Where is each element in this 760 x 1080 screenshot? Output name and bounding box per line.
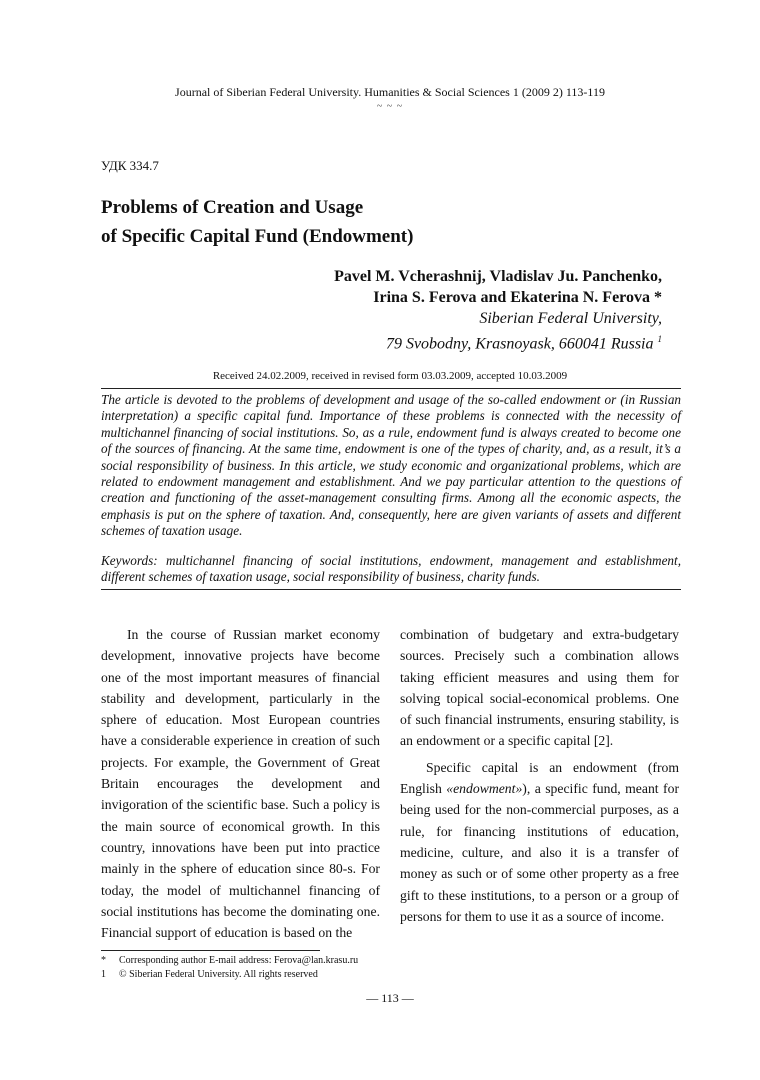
paragraph xyxy=(400,757,679,927)
authors-line-2: Irina S. Ferova and Ekaterina N. Ferova * xyxy=(373,289,662,306)
page-number: — 113 — xyxy=(366,991,414,1005)
body-column-left xyxy=(101,624,380,943)
address-text: 79 Svobodny, Krasnoyask, 660041 Russia xyxy=(385,335,654,353)
udk-code: УДК 334.7 xyxy=(101,158,159,173)
paragraph-text: ), a specific fund, meant for being used for the non-commercial purposes, as a rule, for financing institutions of education, medicine, culture, and also it is a transfer of money as such or of some other property as a free gift to these institutions, to a person or a group of persons for them to use it as a source of income. xyxy=(400,781,680,924)
footnote-mark: 1 xyxy=(101,969,106,980)
footnote-mark: * xyxy=(101,955,106,966)
footnote-text: © Siberian Federal University. All rights reserved xyxy=(119,969,318,980)
abstract-top-rule xyxy=(101,388,681,389)
title-line-2: of Specific Capital Fund (Endowment) xyxy=(101,226,414,247)
journal-header: Journal of Siberian Federal University. Humanities & Social Sciences 1 (2009 2) 113-119 xyxy=(175,85,605,99)
header-ornament: ~ ~ ~ xyxy=(376,101,404,112)
received-dates: Received 24.02.2009, received in revised form 03.03.2009, accepted 10.03.2009 xyxy=(212,370,568,382)
article-title xyxy=(101,193,413,251)
paragraph: combination of budgetary and extra-budgetary sources. Precisely such a combination allows taking efficient measures and using them for solving topical social-economical problems. One of such financial instruments, ensuring stability, is an endowment or a specific capital [2]. xyxy=(400,627,679,749)
authors-line-1: Pavel M. Vcherashnij, Vladislav Ju. Panchenko, xyxy=(334,268,662,285)
paragraph: In the course of Russian market economy development, innovative projects have become one of the most important measures of financial stability and development, particularly in the sphere of education. Most European countries have a considerable experience in creation of such projects. For example, the Government of Great Britain encourages the development and invigoration of the scientific base. Such a policy is the main source of economical growth. In this country, innovations have been put into practice mainly in the sphere of education since 80-s. For today, the model of multichannel financing of social institutions has become the dominating one. Financial support of education is based on the xyxy=(101,627,380,941)
abstract: The article is devoted to the problems of development and usage of the so-called endowment or (in Russian interpretation) a specific capital fund. Importance of these problems is connected with the necessity of multichannel financing of social institutions. So, as a rule, endowment fund is always created to become one of the sources of financing. At the same time, endowment is one of the types of charity, and, as a result, it’s a social responsibility of business. In this article, we study economic and organizational problems, which are related to endowment management and establishment. And we pay particular attention to the questions of creation and functioning of the asset-management consulting firms. Among all the economic aspects, the emphasis is put on the sphere of taxation. And, consequently, here are given variants of assets and different schemes of taxation usage. xyxy=(101,392,681,539)
body-column-right xyxy=(400,624,679,927)
keywords: Keywords: multichannel financing of social institutions, endowment, management and establishment, different schemes of taxation usage, social responsibility of business, charity funds. xyxy=(101,553,681,585)
footnote xyxy=(101,954,358,968)
footnotes xyxy=(101,954,358,982)
address-footnote-mark: 1 xyxy=(657,334,662,344)
author-block xyxy=(334,266,662,354)
affiliation: Siberian Federal University, xyxy=(479,310,662,327)
paragraph-text: Specific capital is an endowment (from English xyxy=(400,759,679,797)
address xyxy=(334,329,662,354)
emphasis-term: «endowment» xyxy=(446,781,523,797)
footnote-text: Corresponding author E-mail address: Ferova@lan.krasu.ru xyxy=(119,955,359,966)
footnote-rule xyxy=(101,950,320,951)
title-line-1: Problems of Creation and Usage xyxy=(101,197,364,218)
footnote xyxy=(101,968,358,982)
abstract-bottom-rule xyxy=(101,589,681,590)
